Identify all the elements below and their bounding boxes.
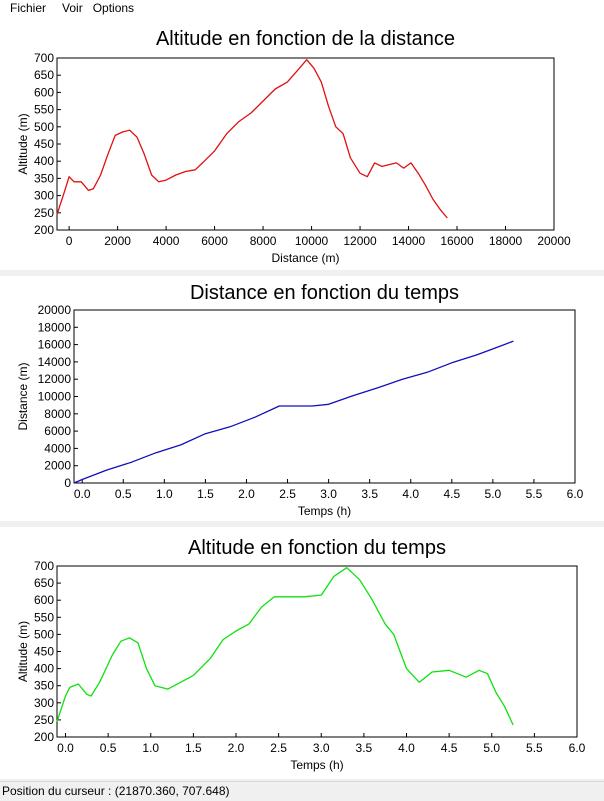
y-tick-label: 550 <box>33 610 54 625</box>
x-tick-label: 5.5 <box>525 487 543 501</box>
y-tick-label: 12000 <box>37 372 71 387</box>
x-tick-label: 2000 <box>104 234 131 248</box>
y-tick-label: 200 <box>33 223 54 237</box>
x-tick-label: 2.5 <box>270 741 287 755</box>
x-tick-label: 1.0 <box>156 487 173 501</box>
y-tick-label: 250 <box>33 205 54 220</box>
x-tick-label: 18000 <box>488 234 523 248</box>
chart-altitude-distance[interactable] <box>0 17 604 270</box>
x-tick-label: 5.0 <box>483 741 501 755</box>
y-tick-label: 250 <box>33 712 54 727</box>
y-tick-label: 10000 <box>37 389 71 404</box>
chart-distance-temps[interactable] <box>0 276 604 521</box>
x-tick-label: 5.5 <box>526 741 543 755</box>
x-tick-label: 14000 <box>391 234 426 248</box>
x-tick-label: 0.0 <box>57 741 74 755</box>
x-tick-label: 5.0 <box>484 487 502 501</box>
plot-area <box>57 58 554 230</box>
y-tick-label: 14000 <box>37 354 71 369</box>
chart-altitude-temps[interactable] <box>0 527 604 779</box>
y-tick-label: 300 <box>33 695 54 710</box>
chart-panel-altitude-distance <box>0 17 604 270</box>
y-tick-label: 2000 <box>44 458 71 473</box>
y-tick-label: 500 <box>33 627 54 642</box>
y-tick-label: 650 <box>33 68 54 83</box>
chart-panel-altitude-temps <box>0 527 604 779</box>
x-tick-label: 0.5 <box>114 487 132 501</box>
x-tick-label: 3.0 <box>320 487 337 501</box>
y-axis-label: Altitude (m) <box>16 620 30 683</box>
y-tick-label: 20000 <box>37 303 71 317</box>
y-tick-label: 350 <box>33 171 54 186</box>
chart-panel-distance-temps <box>0 276 604 521</box>
cursor-position-text: Position du curseur : (21870.360, 707.648) <box>2 784 230 798</box>
menu-item-voir[interactable]: Voir <box>62 1 83 15</box>
chart-title: Distance en fonction du temps <box>189 282 460 304</box>
x-tick-label: 16000 <box>440 234 474 248</box>
x-tick-label: 10000 <box>294 234 329 248</box>
x-tick-label: 3.5 <box>361 487 379 501</box>
x-tick-label: 6.0 <box>566 487 584 501</box>
y-tick-label: 550 <box>33 102 54 117</box>
status-bar <box>0 781 604 801</box>
x-tick-label: 2.5 <box>279 487 296 501</box>
y-tick-label: 8000 <box>44 406 71 421</box>
x-tick-label: 4000 <box>152 234 180 248</box>
x-tick-label: 2.0 <box>238 487 255 501</box>
x-tick-label: 20000 <box>537 234 571 248</box>
x-tick-label: 12000 <box>343 234 377 248</box>
plot-area <box>74 310 575 483</box>
menu-bar <box>0 0 604 17</box>
y-tick-label: 700 <box>33 51 54 65</box>
y-tick-label: 700 <box>33 559 54 573</box>
y-tick-label: 6000 <box>44 424 71 439</box>
y-tick-label: 600 <box>33 593 54 608</box>
x-tick-label: 4.0 <box>398 741 415 755</box>
y-tick-label: 450 <box>33 644 54 659</box>
y-tick-label: 4000 <box>44 441 71 456</box>
x-tick-label: 3.0 <box>312 741 330 755</box>
y-tick-label: 350 <box>33 678 54 693</box>
y-tick-label: 200 <box>33 730 54 744</box>
y-tick-label: 500 <box>33 119 54 134</box>
x-tick-label: 8000 <box>249 234 277 248</box>
y-tick-label: 18000 <box>37 320 71 335</box>
y-tick-label: 400 <box>33 154 54 169</box>
x-tick-label: 1.5 <box>197 487 214 501</box>
chart-title: Altitude en fonction de la distance <box>155 28 456 50</box>
x-tick-label: 4.5 <box>443 487 461 501</box>
y-tick-label: 450 <box>33 137 54 151</box>
y-tick-label: 0 <box>64 476 71 490</box>
x-axis-label: Temps (h) <box>290 758 344 772</box>
y-tick-label: 600 <box>33 85 54 100</box>
x-tick-label: 4.0 <box>402 487 420 501</box>
y-tick-label: 16000 <box>37 337 71 352</box>
chart-title: Altitude en fonction du temps <box>188 537 446 559</box>
y-tick-label: 650 <box>33 576 54 591</box>
x-axis-label: Temps (h) <box>297 504 352 518</box>
x-tick-label: 0 <box>65 234 73 248</box>
y-tick-label: 300 <box>33 188 54 203</box>
x-tick-label: 1.0 <box>142 741 160 755</box>
x-tick-label: 6000 <box>201 234 228 248</box>
x-tick-label: 4.5 <box>440 741 458 755</box>
menu-item-fichier[interactable]: Fichier <box>10 1 47 15</box>
x-tick-label: 3.5 <box>355 741 373 755</box>
x-tick-label: 6.0 <box>568 741 586 755</box>
x-tick-label: 1.5 <box>185 741 202 755</box>
x-tick-label: 0.5 <box>99 741 117 755</box>
y-tick-label: 400 <box>33 661 54 676</box>
x-tick-label: 2.0 <box>227 741 245 755</box>
plot-area <box>57 566 577 737</box>
menu-item-options[interactable]: Options <box>92 1 135 15</box>
x-tick-label: 0.0 <box>73 487 91 501</box>
x-axis-label: Distance (m) <box>271 251 340 265</box>
y-axis-label: Distance (m) <box>16 362 30 431</box>
y-axis-label: Altitude (m) <box>16 113 30 175</box>
